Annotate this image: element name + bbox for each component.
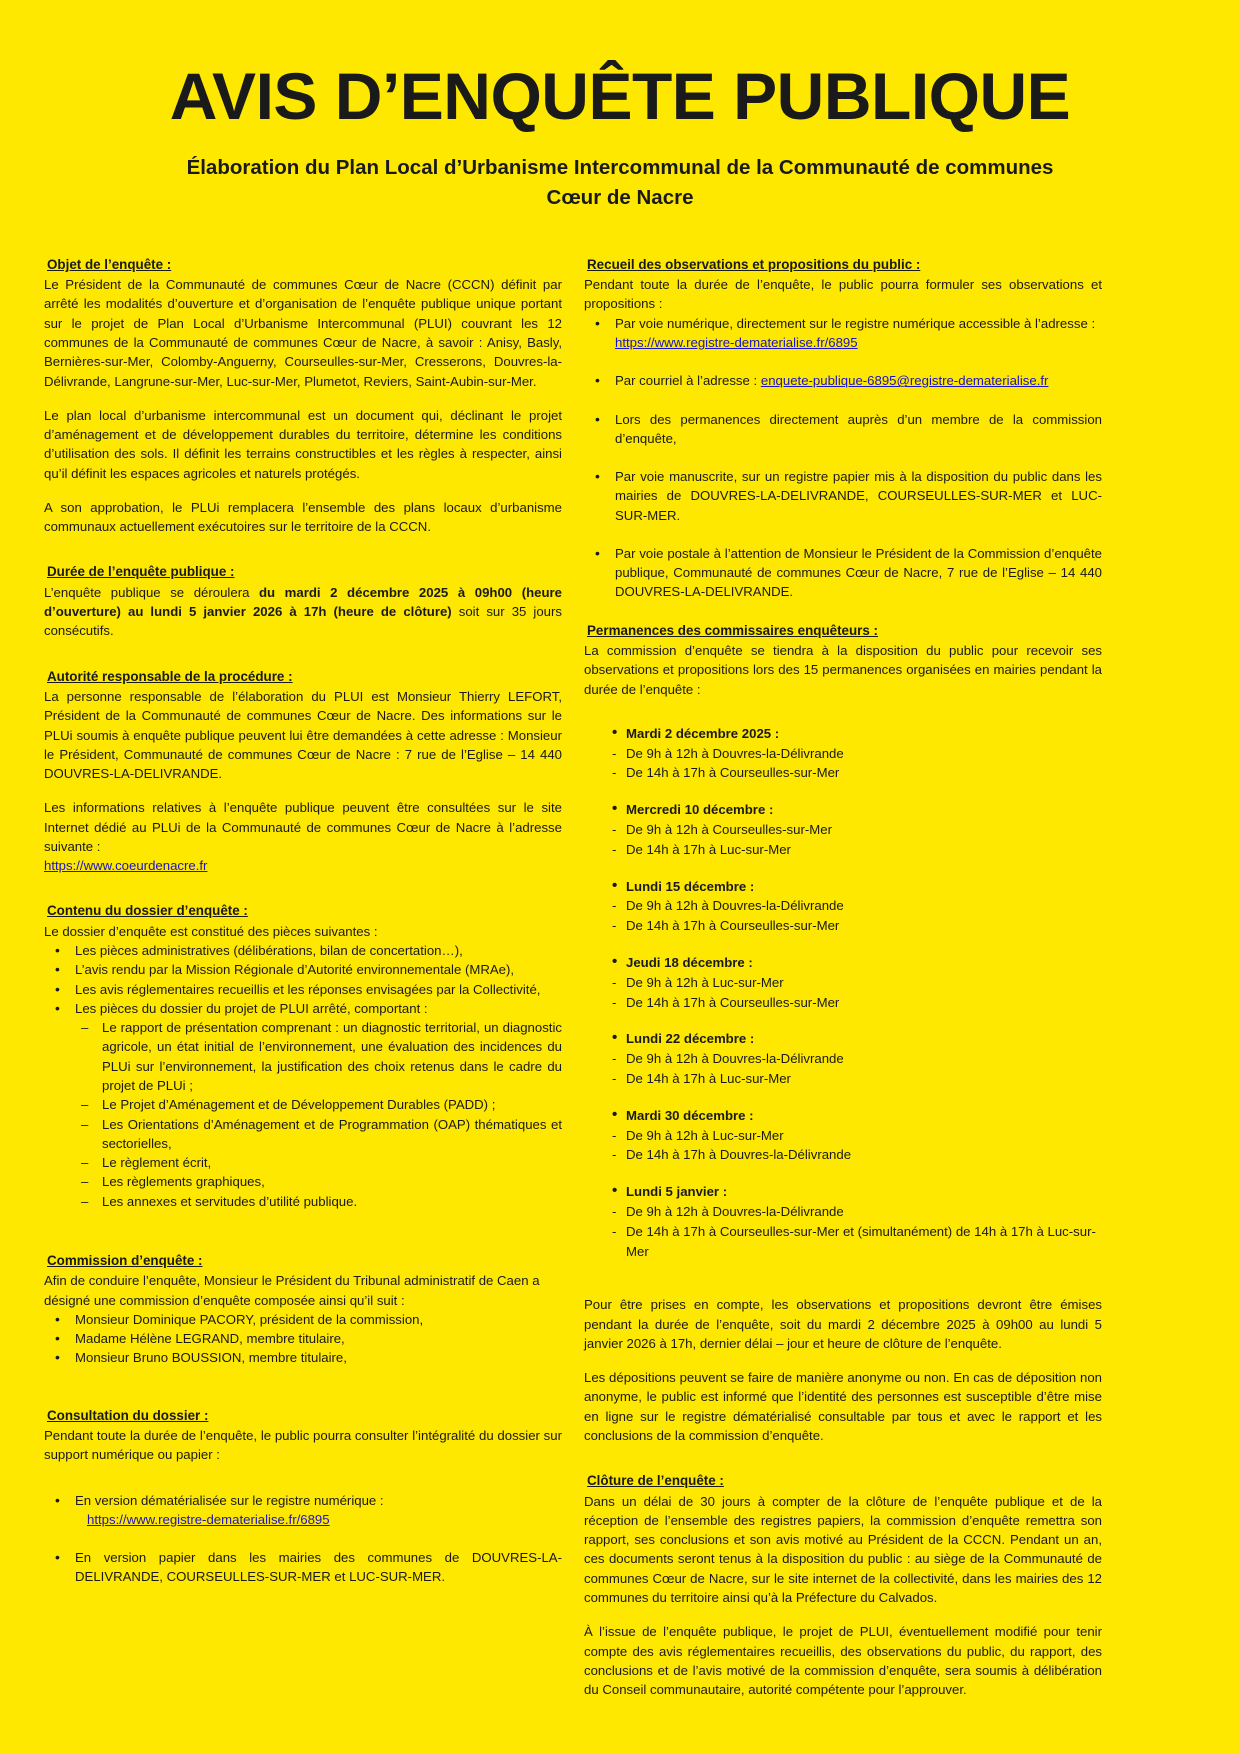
permanence-group [584, 953, 1102, 1012]
consultation-items-list [44, 1491, 562, 1587]
left-column [44, 255, 562, 1606]
list-item: – Les règlements graphiques, [44, 1172, 562, 1191]
permanence-date: • Lundi 22 décembre : [584, 1029, 1102, 1049]
commission-members-list [44, 1310, 562, 1368]
recueil-item-2-text: Par courriel à l’adresse : [615, 373, 761, 389]
list-item: • Les pièces du dossier du projet de PLUI arrêté, comportant : [44, 999, 562, 1018]
permanence-date: • Jeudi 18 décembre : [584, 953, 1102, 973]
duree-text-before: L’enquête publique se déroulera [44, 584, 259, 600]
section-consultation-heading: Consultation du dossier : [47, 1407, 209, 1423]
closing-paragraph-1: Pour être prises en compte, les observations et propositions devront être émises pendant la durée de l’enquête, soit du mardi 2 décembre 2025 à 09h00 au lundi 5 janvier 2026 à 17h, dernier délai – jour et heure de clôture de l’enquête. [584, 1297, 1102, 1351]
permanence-slot: - De 14h à 17h à Courseulles-sur-Mer [584, 993, 1102, 1013]
list-item: – Le règlement écrit, [44, 1153, 562, 1172]
section-autorite-paragraph-2: Les informations relatives à l’enquête publique peuvent être consultées sur le site Internet dédié au PLUi de la Communauté de communes Cœur de Nacre à l’adresse suivante : [44, 800, 562, 854]
list-item [44, 1491, 562, 1530]
permanence-date: • Mercredi 10 décembre : [584, 800, 1102, 820]
permanence-slot: - De 14h à 17h à Douvres-la-Délivrande [584, 1145, 1102, 1165]
section-cloture-heading: Clôture de l’enquête : [587, 1473, 724, 1489]
section-recueil [584, 255, 1102, 602]
section-objet [44, 255, 562, 537]
list-item: • Monsieur Bruno BOUSSION, membre titulaire, [44, 1348, 562, 1367]
section-objet-paragraph-3: A son approbation, le PLUi remplacera l’ensemble des plans locaux d’urbanisme communaux actuellement exécutoires sur le territoire de la CCCN. [44, 499, 562, 535]
page-title: AVIS D’ENQUÊTE PUBLIQUE [169, 59, 1071, 133]
permanence-slot: - De 9h à 12h à Luc-sur-Mer [584, 973, 1102, 993]
section-commission-intro: Afin de conduire l’enquête, Monsieur le Président du Tribunal administratif de Caen a désigné une commission d’enquête composée ainsi qu’il suit : [44, 1273, 540, 1308]
section-autorite-paragraph-1: La personne responsable de l’élaboration du PLUI est Monsieur Thierry LEFORT, Président de la Communauté de communes Cœur de Nacre. Des informations sur le PLUi soumis à enquête publique peuvent lui être demandées à cette adresse : Monsieur le Président, Communauté de communes Cœur de Nacre : 7 rue de l’Eglise – 14 440 DOUVRES-LA-DELIVRANDE. [44, 689, 562, 782]
section-contenu-intro: Le dossier d’enquête est constitué des pièces suivantes : [44, 923, 378, 939]
permanence-slot: - De 9h à 12h à Douvres-la-Délivrande [584, 1049, 1102, 1069]
permanence-group [584, 724, 1102, 783]
section-contenu [44, 901, 562, 1210]
permanence-date: • Lundi 15 décembre : [584, 877, 1102, 897]
section-closing [584, 1295, 1102, 1445]
list-item: • Madame Hélène LEGRAND, membre titulaire, [44, 1329, 562, 1348]
right-column [584, 255, 1102, 1700]
permanence-slot: - De 9h à 12h à Douvres-la-Délivrande [584, 1202, 1102, 1222]
email-link[interactable]: enquete-publique-6895@registre-dematerialise.fr [760, 373, 1049, 389]
permanence-group [584, 1106, 1102, 1165]
permanence-slot: - De 14h à 17h à Luc-sur-Mer [584, 1069, 1102, 1089]
permanence-slot: - De 9h à 12h à Douvres-la-Délivrande [584, 896, 1102, 916]
content-columns [44, 255, 1196, 1700]
list-item: • L’avis rendu par la Mission Régionale d’Autorité environnementale (MRAe), [44, 960, 562, 979]
consultation-item-1-text: En version dématérialisée sur le registre numérique : [75, 1492, 384, 1508]
section-autorite [44, 667, 562, 876]
section-permanences [584, 621, 1102, 1262]
recueil-items-list [584, 314, 1102, 602]
permanence-date: • Mardi 2 décembre 2025 : [584, 724, 1102, 744]
list-item: • Les pièces administratives (délibérations, bilan de concertation…), [44, 941, 562, 960]
permanences-schedule [584, 724, 1102, 1262]
section-objet-paragraph-2: Le plan local d’urbanisme intercommunal est un document qui, déclinant le projet d’aménagement et de développement durables du territoire, détermine les conditions d’utilisation des sols. Il définit les terrains constructibles et les règles à respecter, ainsi qu’il définit les espaces agricoles et naturels protégés. [44, 407, 562, 481]
permanence-slot: - De 14h à 17h à Courseulles-sur-Mer [584, 763, 1102, 783]
permanence-group [584, 800, 1102, 859]
section-consultation [44, 1406, 562, 1587]
permanence-slot: - De 14h à 17h à Courseulles-sur-Mer [584, 916, 1102, 936]
section-permanences-intro: La commission d’enquête se tiendra à la disposition du public pour recevoir ses observations et propositions lors des 15 permanences organisées en mairies pendant la durée de l’enquête : [584, 643, 1102, 697]
registre-link-consultation[interactable]: https://www.registre-dematerialise.fr/6895 [87, 1511, 330, 1527]
list-item: • Les avis réglementaires recueillis et les réponses envisagées par la Collectivité, [44, 980, 562, 999]
section-recueil-heading: Recueil des observations et propositions du public : [587, 256, 921, 272]
permanence-slot: - De 9h à 12h à Courseulles-sur-Mer [584, 820, 1102, 840]
section-duree-heading: Durée de l’enquête publique : [47, 564, 235, 580]
contenu-items-list [44, 941, 562, 1018]
permanence-group [584, 1029, 1102, 1088]
section-cloture [584, 1471, 1102, 1699]
permanence-date: • Lundi 5 janvier : [584, 1182, 1102, 1202]
permanence-date: • Mardi 30 décembre : [584, 1106, 1102, 1126]
permanence-slot: - De 9h à 12h à Douvres-la-Délivrande [584, 744, 1102, 764]
list-item: • En version papier dans les mairies des communes de DOUVRES-LA-DELIVRANDE, COURSEULLES-SUR-MER et LUC-SUR-MER. [44, 1548, 562, 1587]
list-item: – Les annexes et servitudes d’utilité publique. [44, 1192, 562, 1211]
list-item: – Le rapport de présentation comprenant : un diagnostic territorial, un diagnostic agricole, un état initial de l’environnement, une évaluation des incidences du PLUi sur l’environnement, la justification des choix retenus dans le cadre du projet de PLUi ; [44, 1018, 562, 1095]
list-item: • Par voie postale à l’attention de Monsieur le Président de la Commission d’enquête publique, Communauté de communes Cœur de Nacre, 7 rue de l’Eglise – 14 440 DOUVRES-LA-DELIVRANDE. [584, 544, 1102, 602]
section-recueil-intro: Pendant toute la durée de l’enquête, le public pourra formuler ses observations et propositions : [584, 277, 1102, 312]
closing-paragraph-2: Les dépositions peuvent se faire de manière anonyme ou non. En cas de déposition non anonyme, le public est informé que l’identité des personnes est susceptible d’être mise en ligne sur le registre dématérialisé consultable par tous et avec le rapport et les conclusions de la commission d’enquête. [584, 1370, 1102, 1443]
list-item: • Par voie manuscrite, sur un registre papier mis à la disposition du public dans les mairies de DOUVRES-LA-DELIVRANDE, COURSEULLES-SUR-MER et LUC-SUR-MER. [584, 467, 1102, 525]
section-permanences-heading: Permanences des commissaires enquêteurs : [587, 622, 879, 638]
permanence-slot: - De 14h à 17h à Courseulles-sur-Mer et (simultanément) de 14h à 17h à Luc-sur-Mer [584, 1222, 1102, 1262]
section-contenu-heading: Contenu du dossier d’enquête : [47, 903, 248, 919]
duree-text-after: soit sur 35 jours consécutifs. [44, 604, 563, 639]
list-item [584, 314, 1102, 353]
page-subtitle [44, 153, 1196, 212]
coeurdenacre-link[interactable]: https://www.coeurdenacre.fr [44, 858, 208, 874]
list-item: – Le Projet d’Aménagement et de Développement Durables (PADD) ; [44, 1095, 562, 1114]
permanence-slot: - De 14h à 17h à Luc-sur-Mer [584, 840, 1102, 860]
section-autorite-heading: Autorité responsable de la procédure : [47, 668, 293, 684]
list-item: – Les Orientations d’Aménagement et de Programmation (OAP) thématiques et sectorielles, [44, 1115, 562, 1154]
section-consultation-intro: Pendant toute la durée de l’enquête, le public pourra consulter l’intégralité du dossier sur support numérique ou papier : [44, 1428, 562, 1463]
registre-link-recueil[interactable]: https://www.registre-dematerialise.fr/6895 [615, 334, 858, 350]
permanence-group [584, 1182, 1102, 1261]
contenu-subitems-list [44, 1018, 562, 1211]
section-objet-heading: Objet de l’enquête : [47, 256, 172, 272]
section-duree [44, 562, 562, 640]
section-duree-text [44, 583, 562, 641]
section-commission-heading: Commission d’enquête : [47, 1252, 203, 1268]
permanence-group [584, 877, 1102, 936]
permanence-slot: - De 9h à 12h à Luc-sur-Mer [584, 1126, 1102, 1146]
duree-dates: du mardi 2 décembre 2025 à 09h00 (heure d’ouverture) au lundi 5 janvier 2026 à 17h (heure de clôture) [44, 584, 563, 620]
section-commission [44, 1251, 562, 1368]
recueil-item-1-text: Par voie numérique, directement sur le registre numérique accessible à l’adresse : [615, 315, 1096, 331]
section-objet-paragraph-1: Le Président de la Communauté de communes Cœur de Nacre (CCCN) définit par arrêté les modalités d’ouverture et d’organisation de l’enquête publique unique portant sur le projet de Plan Local d’Urbanisme Intercommunal (PLUI) couvrant les 12 communes de la Communauté de communes Cœur de Nacre, à savoir : Anisy, Basly, Bernières-sur-Mer, Colomby-Anguerny, Courseulles-sur-Mer, Cresserons, Douvres-la-Délivrande, Langrune-sur-Mer, Luc-sur-Mer, Plumetot, Reviers, Saint-Aubin-sur-Mer. [44, 277, 562, 389]
coeurdenacre-link-wrap [44, 856, 562, 875]
section-cloture-paragraph-1: Dans un délai de 30 jours à compter de la clôture de l’enquête publique et de la réception de l’ensemble des registres papiers, la commission d’enquête remettra son rapport, ses conclusions et son avis motivé au Président de la CCCN. Pendant un an, ces documents seront tenus à la disposition du public : au siège de la Communauté de communes Cœur de Nacre, sur le site internet de la collectivité, dans les mairies des 12 communes du territoire ainsi qu’à la Préfecture du Calvados. [584, 1493, 1102, 1606]
subtitle-line-2: Cœur de Nacre [546, 186, 694, 210]
list-item: • Monsieur Dominique PACORY, président de la commission, [44, 1310, 562, 1329]
subtitle-line-1: Élaboration du Plan Local d’Urbanisme Intercommunal de la Communauté de communes [186, 156, 1054, 180]
section-cloture-paragraph-2: À l’issue de l’enquête publique, le projet de PLUI, éventuellement modifié pour tenir compte des avis réglementaires recueillis, des observations du public, du rapport, des conclusions et de l’avis motivé de la commission d’enquête, sera soumis à délibération du Conseil communautaire, autorité compétente pour l’approuver. [584, 1624, 1102, 1698]
list-item: • Lors des permanences directement auprès d’un membre de la commission d’enquête, [584, 410, 1102, 449]
list-item [584, 371, 1102, 390]
